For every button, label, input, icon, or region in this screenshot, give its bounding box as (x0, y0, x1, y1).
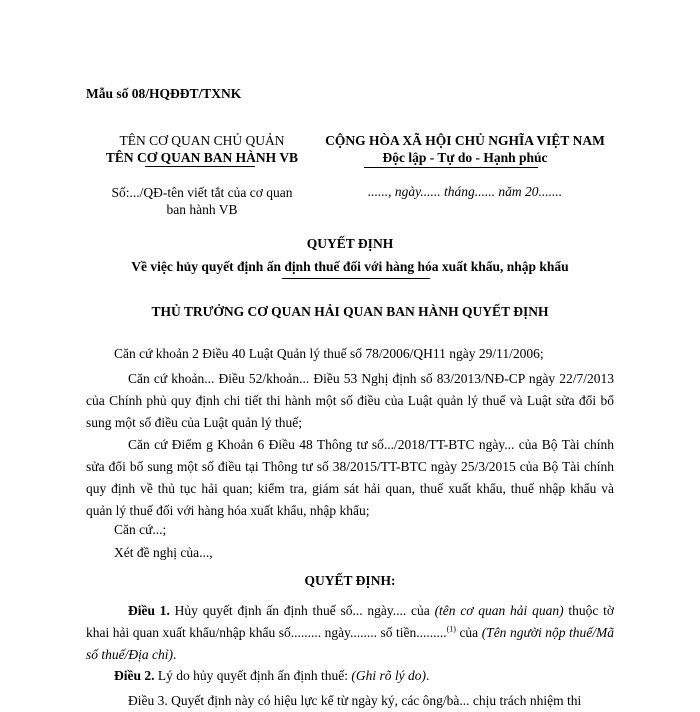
article-1: Điều 1. Hủy quyết định ấn định thuế số... ngày.... của (tên cơ quan hải quan) thuộc tờ khai hải quan xuất khẩu/nhập khẩu số......... ngày........ số tiền.........$^{(1)}$ của (Tên người nộp thuế/Mã số thuế/Địa chỉ). (86, 603, 615, 662)
document-number-line1: Số:.../QĐ-tên viết tắt của cơ quan (111, 185, 293, 200)
document-number (86, 184, 318, 218)
article-2: Điều 2. Lý do hủy quyết định ấn định thuế: (Ghi rõ lý do). (114, 668, 430, 683)
issuing-authority: THỦ TRƯỞNG CƠ QUAN HẢI QUAN BAN HÀNH QUYẾT ĐỊNH (151, 304, 549, 319)
subtitle-underline (282, 278, 430, 279)
motto-underline (364, 167, 538, 168)
document-number-line2: ban hành VB (166, 202, 238, 217)
document-subtitle: Về việc hủy quyết định ấn định thuế đối với hàng hóa xuất khẩu, nhập khẩu (131, 259, 569, 274)
basis-2: Căn cứ khoản... Điều 52/khoản... Điều 53 Nghị định số 83/2013/NĐ-CP ngày 22/7/2013 của Chính phủ quy định chi tiết thi hành một số điều của Luật quản lý thuế và Luật sửa đổi bổ sung một số điều của Luật quản lý thuế; (86, 371, 614, 430)
national-header (300, 132, 630, 166)
decision-heading: QUYẾT ĐỊNH: (304, 573, 396, 588)
article-1-label: Điều 1. (128, 603, 170, 618)
basis-5: Xét đề nghị của..., (114, 545, 213, 560)
parent-agency: TÊN CƠ QUAN CHỦ QUẢN (119, 133, 285, 148)
footnote-marker: (1) (446, 624, 456, 634)
agency-header (86, 132, 318, 166)
date-line: ......, ngày...... tháng...... năm 20....... (367, 184, 563, 199)
national-name: CỘNG HÒA XÃ HỘI CHỦ NGHĨA VIỆT NAM (325, 133, 605, 148)
basis-4: Căn cứ...; (114, 522, 167, 537)
article-2-label: Điều 2. (114, 668, 155, 683)
form-number: Mẫu số 08/HQĐĐT/TXNK (86, 86, 242, 101)
agency-underline (145, 166, 255, 167)
basis-1: Căn cứ khoản 2 Điều 40 Luật Quản lý thuế số 78/2006/QH11 ngày 29/11/2006; (114, 346, 544, 361)
document-title: QUYẾT ĐỊNH (306, 236, 394, 251)
national-motto: Độc lập - Tự do - Hạnh phúc (382, 150, 548, 165)
article-3: Điều 3. Quyết định này có hiệu lực kể từ ngày ký, các ông/bà... chịu trách nhiệm thi (128, 693, 582, 708)
basis-3: Căn cứ Điểm g Khoản 6 Điều 48 Thông tư số.../2018/TT-BTC ngày... của Bộ Tài chính sửa đổi bổ sung một số điều tại Thông tư số 38/2015/TT-BTC ngày 25/3/2015 của Bộ Tài chính quy định về thủ tục hải quan; kiểm tra, giám sát hải quan, thuế xuất khẩu, thuế nhập khẩu và quản lý thuế đối với hàng hóa xuất khẩu, nhập khẩu; (86, 437, 614, 518)
issuing-agency: TÊN CƠ QUAN BAN HÀNH VB (105, 150, 299, 165)
